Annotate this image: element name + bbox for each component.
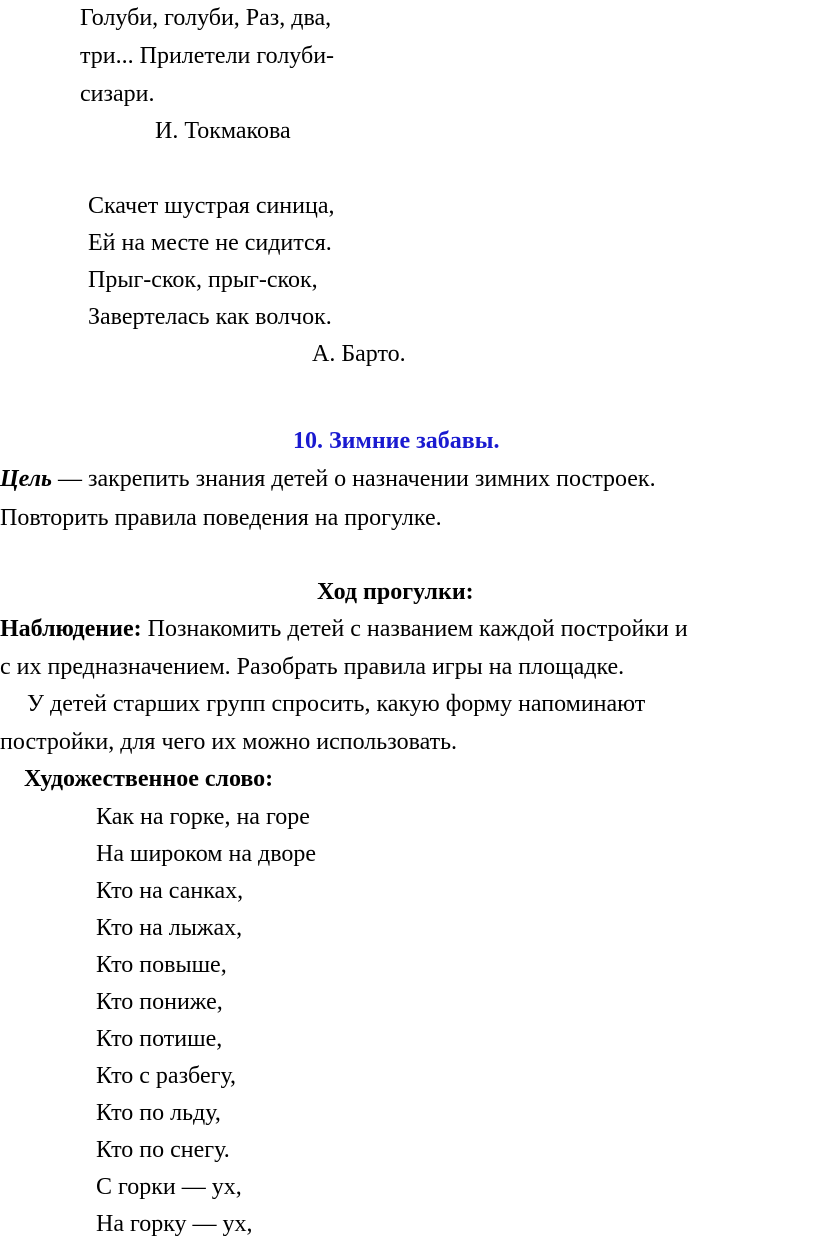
poem3-line: Кто по снегу. (96, 1137, 230, 1163)
goal-text: — закрепить знания детей о назначении зимних построек. (52, 466, 656, 492)
poem3-line: Кто по льду, (96, 1100, 221, 1126)
poem2-line: Прыг-скок, прыг-скок, (88, 267, 318, 293)
poem3-line: Кто с разбегу, (96, 1063, 237, 1089)
poem3-line: На горку — ух, (96, 1211, 253, 1237)
observation-paragraph (0, 615, 688, 643)
observation-label: Наблюдение: (0, 616, 142, 642)
walk-heading: Ход прогулки: (317, 579, 474, 605)
goal-paragraph (0, 465, 656, 493)
poem3-line: Кто на санках, (96, 878, 244, 904)
poem3-line: Кто пониже, (96, 989, 223, 1015)
goal-label: Цель (0, 466, 53, 492)
poem3-line: С горки — ух, (96, 1174, 242, 1200)
poem2-line: Ей на месте не сидится. (88, 230, 332, 256)
poem3-line: Кто на лыжах, (96, 915, 243, 941)
older-groups-text: У детей старших групп спросить, какую форму напоминают (27, 691, 646, 717)
poem3-line: Кто повыше, (96, 952, 227, 978)
goal-text-cont: Повторить правила поведения на прогулке. (0, 505, 442, 531)
poem3-line: Кто потише, (96, 1026, 223, 1052)
poem1-line: три... Прилетели голуби- (80, 43, 335, 69)
poem2-line: Завертелась как волчок. (88, 304, 332, 330)
poem1-line: Голуби, голуби, Раз, два, (80, 5, 332, 31)
poem3-line: Как на горке, на горе (96, 804, 310, 830)
older-groups-text-cont: постройки, для чего их можно использовать. (0, 729, 458, 755)
observation-text: Познакомить детей с названием каждой постройки и (141, 616, 688, 642)
art-heading: Художественное слово: (24, 766, 274, 792)
poem2-author: А. Барто. (312, 341, 406, 367)
poem1-author: И. Токмакова (155, 118, 291, 144)
poem1-line: сизари. (80, 81, 155, 107)
section-title: 10. Зимние забавы. (293, 428, 500, 454)
poem2-line: Скачет шустрая синица, (88, 193, 335, 219)
observation-text-cont: с их предназначением. Разобрать правила игры на площадке. (0, 654, 625, 680)
poem3-line: На широком на дворе (96, 841, 317, 867)
